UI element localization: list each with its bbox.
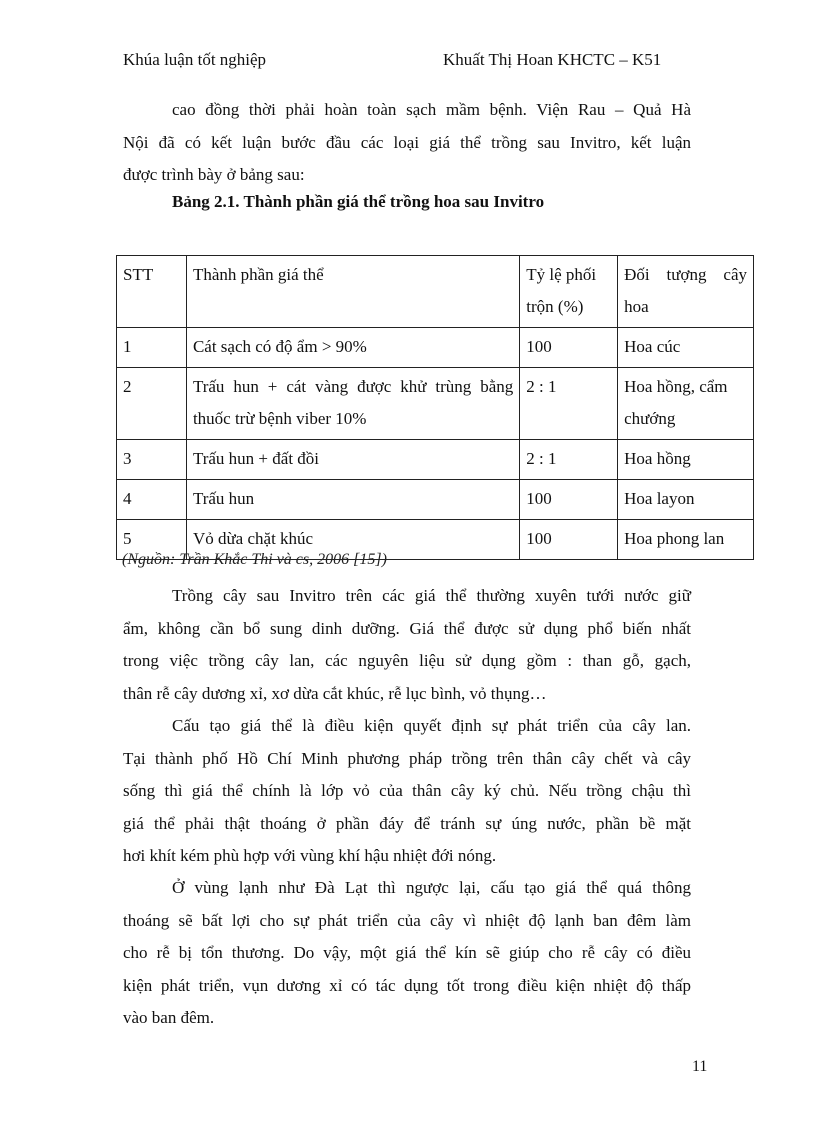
text-line: hơi khít kém phù hợp với vùng khí hậu nhiệt đới nóng. [123,846,497,865]
table-source-note: (Nguồn: Trần Khắc Thi và cs, 2006 [15]) [122,551,387,568]
body-paragraph-3 [123,872,691,1035]
table-cell: 1 [117,328,187,368]
table-cell: 3 [117,440,187,480]
table-row [117,368,754,440]
table-cell: Hoa cúc [618,328,754,368]
body-paragraph-1 [123,580,691,710]
text-line: Ở vùng lạnh như Đà Lạt thì ngược lại, cấu tạo giá thể quá thông [172,878,691,897]
body-paragraph-2 [123,710,691,873]
header-cell: Đối tượng cây hoa [618,256,754,328]
header-thesis-label: Khúa luận tốt nghiệp [123,50,267,69]
text-line: thân rễ cây dương xỉ, xơ dừa cắt khúc, rễ lục bình, vỏ thụng… [123,683,547,703]
substrate-table [116,255,754,560]
table-cell: Trấu hun [186,480,519,520]
text-line: Cấu tạo giá thể là điều kiện quyết định sự phát triển của cây lan. [172,716,691,735]
table-header-row [117,256,754,328]
header-cell: Thành phần giá thể [186,256,519,328]
table-cell: Trấu hun + cát vàng được khử trùng bằng thuốc trừ bệnh viber 10% [186,368,519,440]
table-row [117,440,754,480]
table-cell: Hoa phong lan [618,520,754,560]
intro-paragraph [123,94,691,192]
table-caption: Bảng 2.1. Thành phần giá thể trồng hoa sau Invitro [172,192,545,211]
table-cell: Hoa hồng, cẩm chướng [618,368,754,440]
text-line: vào ban đêm. [123,1008,215,1027]
text-line: được trình bày ở bảng sau: [123,165,305,184]
table-cell: 2 : 1 [520,368,618,440]
table-cell: 100 [520,480,618,520]
header-author: Khuất Thị Hoan KHCTC – K51 [443,50,662,69]
text-line: ẩm, không cần bổ sung dinh dưỡng. Giá thể được sử dụng phổ biến nhất [123,618,691,638]
text-line: cao đồng thời phải hoàn toàn sạch mầm bệnh. Viện Rau – Quả Hà [172,100,691,119]
table-cell: 2 : 1 [520,440,618,480]
text-line: trong việc trồng cây lan, các nguyên liệu sử dụng gồm : than gỗ, gạch, [123,651,691,670]
text-line: cho rễ bị tổn thương. Do vậy, một giá thể kín sẽ giúp cho rễ cây có điều [123,943,691,962]
text-line: Tại thành phố Hồ Chí Minh phương pháp trồng trên thân cây chết và cây [123,748,691,768]
table-row [117,328,754,368]
table-cell: Hoa hồng [618,440,754,480]
table-cell: Hoa layon [618,480,754,520]
text-line: sống thì giá thể chính là lớp vỏ của thân cây ký chủ. Nếu trồng chậu thì [123,781,691,800]
text-line: kiện phát triển, vụn dương xỉ có tác dụng tốt trong điều kiện nhiệt độ thấp [123,975,691,995]
text-line: Nội đã có kết luận bước đầu các loại giá thể trồng sau Invitro, kết luận [123,132,691,152]
table-cell: Vỏ dừa chặt khúc [186,520,519,560]
text-line: thoáng sẽ bất lợi cho sự phát triển của cây vì nhiệt độ lạnh ban đêm làm [123,910,691,930]
table-cell: 100 [520,328,618,368]
header-cell: Tỷ lệ phối trộn (%) [520,256,618,328]
table-row [117,480,754,520]
text-line: Trồng cây sau Invitro trên các giá thể thường xuyên tưới nước giữ [172,586,691,605]
table-cell: 2 [117,368,187,440]
table-cell: Cát sạch có độ ẩm > 90% [186,328,519,368]
page-number: 11 [692,1058,708,1075]
table-cell: 4 [117,480,187,520]
text-line: giá thể phải thật thoáng ở phần đáy để tránh sự úng nước, phần bề mặt [123,813,691,833]
table-cell: 5 [117,520,187,560]
table-cell: Trấu hun + đất đồi [186,440,519,480]
header-cell: STT [117,256,187,328]
table-cell: 100 [520,520,618,560]
